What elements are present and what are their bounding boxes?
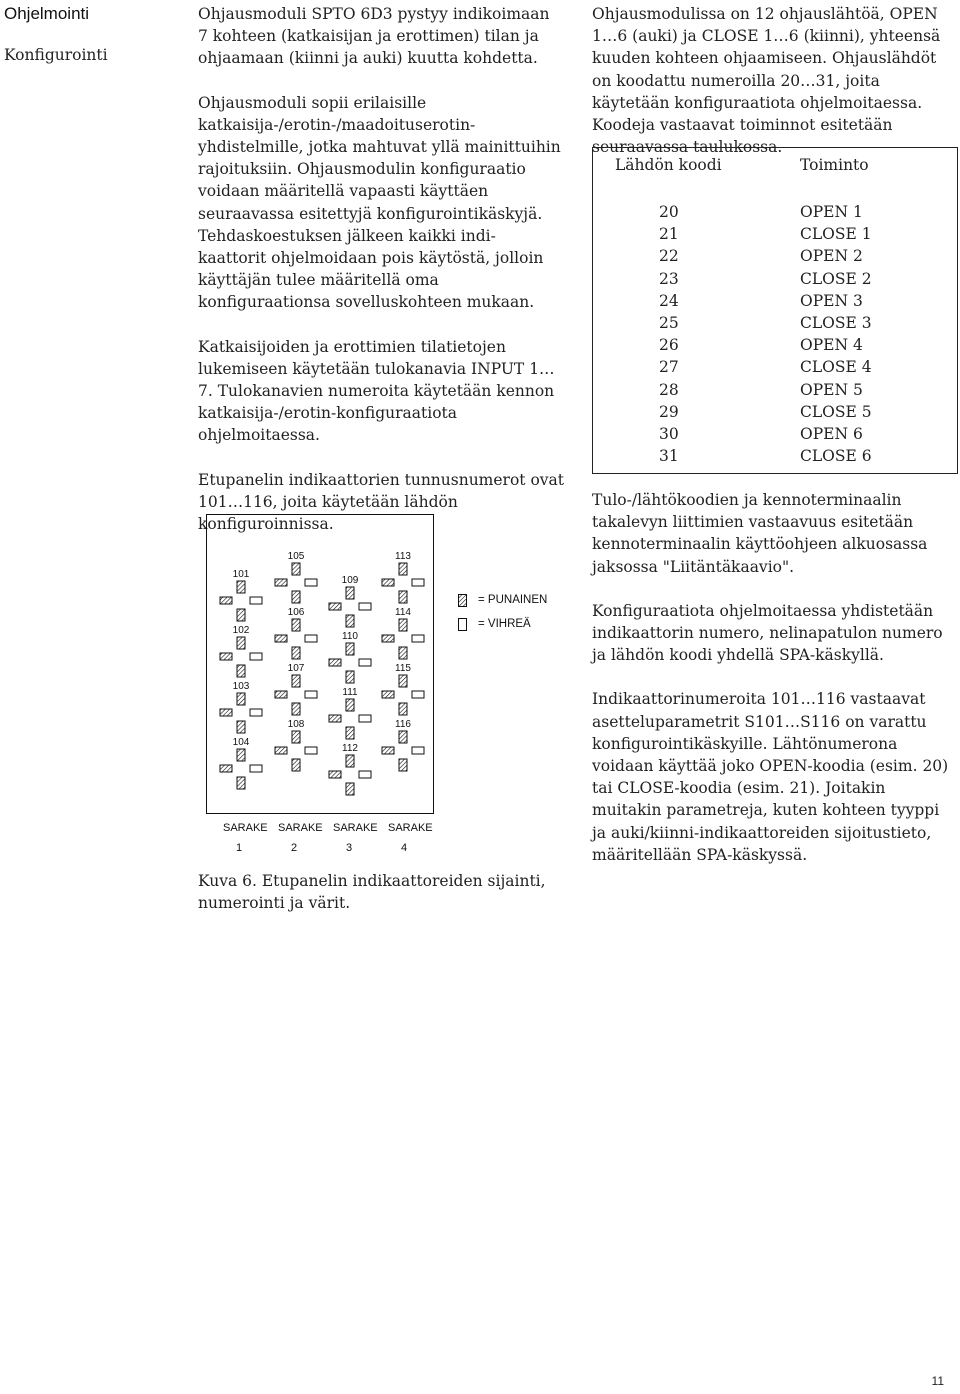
output-code-cell: 27 [659, 358, 679, 377]
hatched-indicator-icon [458, 594, 468, 608]
indicator-number: 107 [287, 663, 305, 674]
red-indicator [292, 703, 300, 715]
indicator-number: 113 [395, 551, 411, 562]
indicator-number: 102 [232, 625, 250, 636]
paragraph: Katkaisijoiden ja erottimien tilatietojen lukemiseen käytetään tulokanavia INPUT 1…7. Tulokanavien numeroita käytetään kennon katkaisija-/erotin-konfiguraatiota ohjelmoitaessa. [198, 337, 555, 445]
section-subtitle: Konfigurointi [4, 46, 108, 64]
column-number: 3 [346, 842, 353, 854]
indicator-number: 106 [287, 607, 305, 618]
output-code-cell: 31 [659, 447, 679, 466]
table-row [593, 245, 957, 267]
red-indicator [220, 765, 232, 772]
function-cell: OPEN 3 [800, 291, 863, 310]
red-indicator [292, 675, 300, 687]
paragraph: Indikaattorinumeroita 101…116 vastaavat asetteluparametrit S101…S116 on varattu konfigurointikäskyille. Lähtönumerona voidaan käyttää joko OPEN-koodia (esim. 20) tai CLOSE-koodia (esim. 21). Joitakin muitakin parametreja, kuten kohteen tyyppi ja auki/kiinni-indikaattoreiden sijoitustieto, määritellään SPA-käskyssä. [592, 690, 949, 864]
table-row [593, 401, 957, 423]
red-indicator [382, 747, 394, 754]
red-indicator [237, 665, 245, 677]
column-label: SARAKE [333, 822, 378, 834]
column-label: SARAKE [223, 822, 268, 834]
output-code-cell: 26 [659, 336, 679, 355]
green-indicator [412, 579, 424, 586]
indicator-number: 103 [232, 681, 250, 692]
green-indicator [359, 603, 371, 610]
red-indicator [275, 691, 287, 698]
paragraph: Ohjausmoduli SPTO 6D3 pystyy indikoimaan 7 kohteen (katkaisijan ja erottimen) tilan ja ohjaamaan (kiinni ja auki) kuutta kohdetta. [198, 5, 550, 68]
red-indicator [346, 755, 354, 767]
legend-green: = VIHREÄ [478, 618, 531, 630]
right-column [592, 3, 958, 158]
function-cell: CLOSE 1 [800, 225, 872, 244]
paragraph: Ohjausmoduli sopii erilaisille katkaisija-/erotin-/maadoituserotin-yhdistelmille, jotka mahtuvat yllä mainittuihin rajoituksiin. Ohjausmodulin konfiguraatio voidaan määritellä vapaasti käyttäen seuraavassa esitettyjä konfigurointikäskyjä. Tehdaskoestuksen jälkeen kaikki indi-kaattorit ohjelmoidaan pois käytöstä, jolloin käyttäjän tulee määritellä oma konfiguraationsa sovelluskohteen mukaan. [198, 93, 561, 312]
function-cell: CLOSE 2 [800, 269, 872, 288]
table-row [593, 445, 957, 467]
output-code-cell: 22 [659, 247, 679, 266]
red-indicator [237, 609, 245, 621]
red-indicator [329, 771, 341, 778]
red-indicator [292, 759, 300, 771]
red-indicator [329, 715, 341, 722]
table-row [593, 290, 957, 312]
green-indicator [412, 747, 424, 754]
table-row [593, 423, 957, 445]
function-cell: OPEN 6 [800, 425, 863, 443]
red-indicator [329, 603, 341, 610]
red-indicator [346, 727, 354, 739]
green-indicator [305, 579, 317, 586]
green-indicator [359, 659, 371, 666]
output-code-cell: 30 [659, 425, 679, 443]
color-legend [458, 592, 588, 636]
indicator-number: 101 [232, 569, 250, 580]
red-indicator [399, 731, 407, 743]
output-code-cell: 28 [659, 380, 679, 399]
red-indicator [382, 579, 394, 586]
table-header: Lähdön koodi [615, 156, 722, 174]
red-indicator [292, 591, 300, 603]
section-title: Ohjelmointi [4, 4, 90, 23]
table-row [593, 356, 957, 378]
table-row [593, 312, 957, 334]
red-indicator [329, 659, 341, 666]
red-indicator [399, 759, 407, 771]
red-indicator [346, 699, 354, 711]
red-indicator [237, 581, 245, 593]
red-indicator [399, 703, 407, 715]
red-indicator [237, 637, 245, 649]
table-row [593, 201, 957, 223]
function-cell: OPEN 5 [800, 380, 863, 399]
green-indicator [305, 747, 317, 754]
red-indicator [220, 653, 232, 660]
indicator-number: 116 [395, 719, 411, 730]
green-indicator [412, 635, 424, 642]
red-indicator [399, 675, 407, 687]
paragraph: Etupanelin indikaattorien tunnusnumerot ovat 101…116, joita käytetään lähdön konfiguroinnissa. [198, 470, 565, 534]
page-number: 11 [931, 1374, 944, 1388]
column-number: 2 [291, 842, 298, 854]
paragraph: Tulo-/lähtökoodien ja kennoterminaalin takalevyn liittimien vastaavuus esitetään kennoterminaalin käyttöohjeen alkuosassa jaksossa "Liitäntäkaavio". [592, 491, 928, 576]
main-column [198, 3, 564, 535]
red-indicator [292, 731, 300, 743]
red-indicator [346, 643, 354, 655]
column-label: SARAKE [278, 822, 323, 834]
output-code-cell: 29 [659, 402, 679, 421]
table-row [593, 223, 957, 245]
indicator-number: 109 [341, 575, 359, 586]
indicator-number: 112 [342, 743, 358, 754]
table-row [593, 379, 957, 401]
red-indicator [237, 721, 245, 733]
paragraph: Konfiguraatiota ohjelmoitaessa yhdistetään indikaattorin numero, nelinapatulon numero ja lähdön koodi yhdellä SPA-käskyllä. [592, 601, 943, 665]
front-panel-figure [206, 514, 434, 814]
output-code-cell: 23 [659, 269, 679, 288]
red-indicator [399, 563, 407, 575]
red-indicator [346, 615, 354, 627]
red-indicator [399, 591, 407, 603]
red-indicator [399, 619, 407, 631]
function-cell: OPEN 2 [800, 247, 863, 266]
indicator-number: 114 [395, 607, 411, 618]
red-indicator [275, 635, 287, 642]
red-indicator [346, 783, 354, 795]
indicator-number: 115 [395, 663, 411, 674]
red-indicator [382, 691, 394, 698]
empty-indicator-icon [458, 618, 468, 632]
table-row [593, 268, 957, 290]
green-indicator [250, 765, 262, 772]
function-cell: OPEN 1 [800, 203, 863, 221]
red-indicator [346, 671, 354, 683]
paragraph: Ohjausmodulissa on 12 ohjauslähtöä, OPEN 1…6 (auki) ja CLOSE 1…6 (kiinni), yhteensä kuuden kohteen ohjaamiseen. Ohjauslähdöt on koodattu numeroilla 20…31, joita käytetään konfiguraatiota ohjelmoitaessa. Koodeja vastaavat toiminnot esitetään seuraavassa taulukossa. [592, 5, 941, 157]
table-row [593, 334, 957, 356]
function-cell: CLOSE 3 [800, 314, 872, 332]
red-indicator [382, 635, 394, 642]
red-indicator [220, 709, 232, 716]
figure-caption: Kuva 6. Etupanelin indikaattoreiden sijainti, numerointi ja värit. [198, 872, 546, 912]
column-labels [206, 822, 446, 862]
output-code-cell: 24 [659, 291, 679, 310]
red-indicator [237, 777, 245, 789]
table-header: Toiminto [800, 156, 869, 174]
red-indicator [399, 647, 407, 659]
green-indicator [412, 691, 424, 698]
function-cell: OPEN 4 [800, 336, 863, 355]
column-number: 1 [236, 842, 243, 854]
indicator-number: 105 [287, 551, 305, 562]
red-indicator [237, 693, 245, 705]
column-label: SARAKE [388, 822, 433, 834]
red-indicator [346, 587, 354, 599]
red-indicator [237, 749, 245, 761]
red-indicator [275, 747, 287, 754]
function-cell: CLOSE 5 [800, 402, 872, 421]
legend-red: = PUNAINEN [478, 594, 548, 606]
red-indicator [292, 647, 300, 659]
output-code-cell: 25 [659, 314, 679, 332]
indicator-number: 111 [342, 687, 358, 698]
green-indicator [359, 715, 371, 722]
indicator-number: 110 [342, 631, 358, 642]
right-column-lower [592, 489, 958, 866]
green-indicator [359, 771, 371, 778]
green-indicator [305, 635, 317, 642]
function-cell: CLOSE 6 [800, 447, 872, 466]
green-indicator [250, 597, 262, 604]
column-number: 4 [401, 842, 408, 854]
output-code-cell: 20 [659, 203, 679, 221]
red-indicator [292, 619, 300, 631]
red-indicator [292, 563, 300, 575]
red-indicator [275, 579, 287, 586]
output-code-table [592, 147, 958, 474]
green-indicator [305, 691, 317, 698]
function-cell: CLOSE 4 [800, 358, 872, 377]
indicator-number: 104 [232, 737, 250, 748]
output-code-cell: 21 [659, 225, 679, 244]
green-indicator [250, 709, 262, 716]
indicator-number: 108 [287, 719, 305, 730]
indicator-layout-diagram [207, 515, 433, 813]
green-indicator [250, 653, 262, 660]
red-indicator [220, 597, 232, 604]
